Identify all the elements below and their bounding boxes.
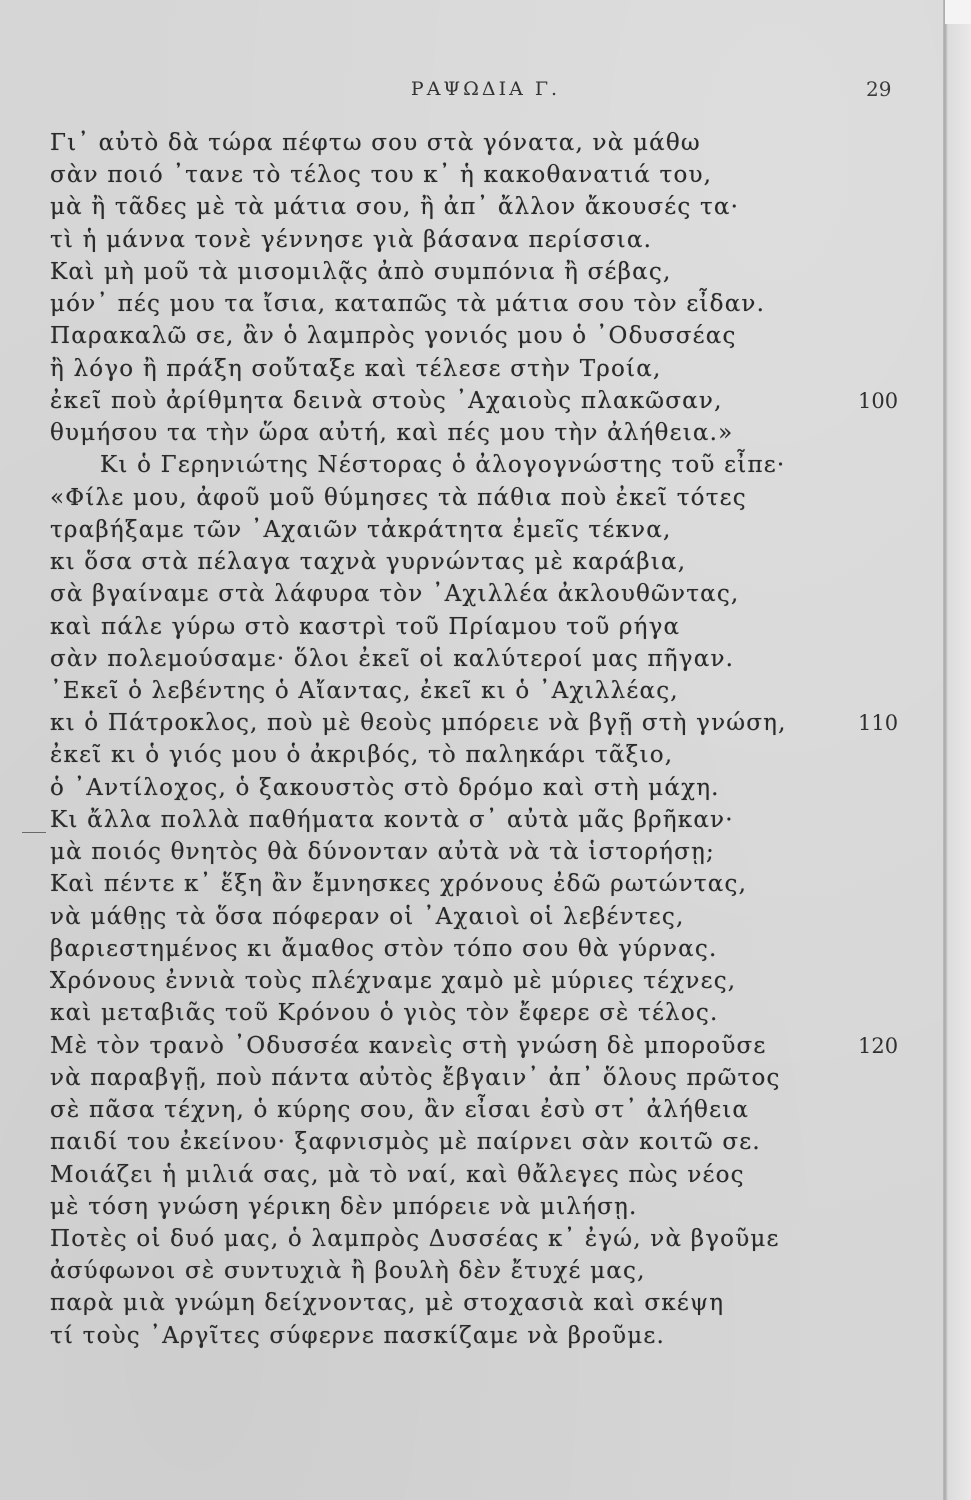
page-edge <box>943 0 971 1500</box>
line-number: 100 <box>858 388 899 413</box>
verse-line <box>0 675 971 707</box>
verse-line-text: Καὶ μὴ μοῦ τὰ μισομιλᾷς ἀπὸ συμπόνια ἢ σέβας, <box>50 258 672 285</box>
verse-line-text: παρὰ μιὰ γνώμη δείχνοντας, μὲ στοχασιὰ καὶ σκέψη <box>50 1290 725 1317</box>
verse-line-text: κι ὅσα στὰ πέλαγα ταχνὰ γυρνώντας μὲ καράβια, <box>50 549 687 576</box>
verse-line <box>0 933 971 965</box>
line-number: 110 <box>858 711 899 736</box>
verse-line-text: Γι᾽ αὐτὸ δὰ τώρα πέφτω σου στὰ γόνατα, νὰ μάθω <box>50 130 701 156</box>
verse-line <box>0 1094 971 1126</box>
verse-line <box>0 1287 971 1319</box>
verse-line-text: θυμήσου τα τὴν ὥρα αὐτή, καὶ πές μου τὴν ἀλήθεια.» <box>50 420 734 447</box>
margin-mark <box>22 832 46 833</box>
verse-line-text: τραβήξαμε τῶν ᾽Αχαιῶν τἀκράτητα ἐμεῖς τέκνα, <box>50 516 672 543</box>
verse-line-text: σὰν πολεμούσαμε· ὅλοι ἐκεῖ οἱ καλύτεροί μας πῆγαν. <box>50 645 735 672</box>
verse-line <box>0 772 971 804</box>
verse-line <box>0 320 971 352</box>
verse-line <box>0 191 971 223</box>
verse-line <box>0 611 971 643</box>
verse-line-text: Κι ὁ Γερηνιώτης Νέστορας ὁ ἀλογογνώστης τοῦ εἶπε· <box>100 452 786 479</box>
verse-line-text: ᾽Εκεῖ ὁ λεβέντης ὁ Αἴαντας, ἐκεῖ κι ὁ ᾽Αχιλλέας, <box>50 677 679 704</box>
verse-line <box>0 804 971 836</box>
verse-line-text: ὁ ᾽Αντίλοχος, ὁ ξακουστὸς στὸ δρόμο καὶ στὴ μάχη. <box>50 774 720 801</box>
verse-line-text: τί τοὺς ᾽Αργῖτες σύφερνε πασκίζαμε νὰ βροῦμε. <box>50 1322 666 1349</box>
verse-line-text: Χρόνους ἐννιὰ τοὺς πλέχναμε χαμὸ μὲ μύριες τέχνες, <box>50 968 737 995</box>
verse-line <box>0 1126 971 1158</box>
verse-line <box>0 1030 971 1062</box>
running-head <box>0 74 971 104</box>
verse-line-text: παιδί του ἐκείνου· ξαφνισμὸς μὲ παίρνει σὰν κοιτῶ σε. <box>50 1129 761 1156</box>
verse-line <box>0 901 971 933</box>
verse-line <box>0 739 971 771</box>
verse-line <box>0 1223 971 1255</box>
verse-line-text: Παρακαλῶ σε, ἂν ὁ λαμπρὸς γονιός μου ὁ ᾽Οδυσσέας <box>50 323 737 350</box>
page-number: 29 <box>866 77 892 101</box>
verse-line <box>0 1062 971 1094</box>
verse-text <box>0 127 971 1352</box>
verse-line <box>0 127 971 159</box>
verse-line-text: Μὲ τὸν τρανὸ ᾽Οδυσσέα κανεὶς στὴ γνώση δὲ μποροῦσε <box>50 1032 767 1059</box>
verse-line-text: καὶ πάλε γύρω στὸ καστρὶ τοῦ Πρίαμου τοῦ ρήγα <box>50 613 681 640</box>
verse-line-text: βαριεστημένος κι ἄμαθος στὸν τόπο σου θὰ γύρνας. <box>50 935 718 962</box>
verse-line <box>0 159 971 191</box>
verse-line-text: νὰ μάθῃς τὰ ὅσα πόφεραν οἱ ᾽Αχαιοὶ οἱ λεβέντες, <box>50 903 685 930</box>
verse-line <box>0 1320 971 1352</box>
verse-line-text: μὲ τόση γνώση γέρικη δὲν μπόρειε νὰ μιλήσῃ. <box>50 1193 638 1220</box>
verse-line-text: Ποτὲς οἱ δυό μας, ὁ λαμπρὸς Δυσσέας κ᾽ ἐγώ, νὰ βγοῦμε <box>50 1225 780 1252</box>
verse-line-text: Καὶ πέντε κ᾽ ἕξη ἂν ἔμνησκες χρόνους ἐδῶ ρωτώντας, <box>50 871 748 898</box>
verse-line-text: καὶ μεταβιᾶς τοῦ Κρόνου ὁ γιὸς τὸν ἔφερε σὲ τέλος. <box>50 1000 719 1027</box>
verse-line <box>0 546 971 578</box>
verse-line <box>0 1255 971 1287</box>
verse-line-text: μὰ ποιός θνητὸς θὰ δύνονταν αὐτὰ νὰ τὰ ἱστορήσῃ; <box>50 839 715 866</box>
verse-line <box>0 868 971 900</box>
verse-line <box>0 224 971 256</box>
verse-line-text: Μοιάζει ἡ μιλιά σας, μὰ τὸ ναί, καὶ θἄλεγες πὼς νέος <box>50 1161 745 1188</box>
verse-line <box>0 482 971 514</box>
verse-line <box>0 417 971 449</box>
verse-line <box>0 514 971 546</box>
verse-line <box>0 707 971 739</box>
verse-line <box>0 836 971 868</box>
verse-line-text: νὰ παραβγῇ, ποὺ πάντα αὐτὸς ἔβγαιν᾽ ἀπ᾽ ὅλους πρῶτος <box>50 1064 781 1091</box>
verse-line <box>0 965 971 997</box>
verse-line-text: σὰ βγαίναμε στὰ λάφυρα τὸν ᾽Αχιλλέα ἀκλουθῶντας, <box>50 581 740 608</box>
verse-line <box>0 578 971 610</box>
verse-line <box>0 1159 971 1191</box>
verse-line-text: κι ὁ Πάτροκλος, ποὺ μὲ θεοὺς μπόρειε νὰ βγῇ στὴ γνώση, <box>50 710 787 737</box>
verse-line-text: ἀσύφωνοι σὲ συντυχιὰ ἢ βουλὴ δὲν ἔτυχέ μας, <box>50 1258 646 1285</box>
verse-line-text: «Φίλε μου, ἀφοῦ μοῦ θύμησες τὰ πάθια ποὺ ἐκεῖ τότες <box>50 484 747 511</box>
verse-line-text: σὲ πᾶσα τέχνη, ὁ κύρης σου, ἂν εἶσαι ἐσὺ στ᾽ ἀλήθεια <box>50 1097 750 1124</box>
verse-line-text: ἐκεῖ κι ὁ γιός μου ὁ ἀκριβός, τὸ παληκάρι τᾶξιο, <box>50 742 674 769</box>
verse-line <box>0 385 971 417</box>
verse-line <box>0 643 971 675</box>
verse-line <box>0 256 971 288</box>
verse-line-text: ἐκεῖ ποὺ ἀρίθμητα δεινὰ στοὺς ᾽Αχαιοὺς πλακῶσαν, <box>50 387 723 414</box>
verse-line-text: μόν᾽ πές μου τα ἴσια, καταπῶς τὰ μάτια σου τὸν εἶδαν. <box>50 291 766 318</box>
verse-line-text: Κι ἄλλα πολλὰ παθήματα κοντὰ σ᾽ αὐτὰ μᾶς βρῆκαν· <box>50 806 734 833</box>
verse-line-text: μὰ ἢ τᾶδες μὲ τὰ μάτια σου, ἢ ἀπ᾽ ἄλλον ἄκουσές τα· <box>50 194 740 221</box>
verse-line <box>0 288 971 320</box>
verse-line <box>0 353 971 385</box>
verse-line <box>0 1191 971 1223</box>
line-number: 120 <box>858 1033 899 1058</box>
verse-line-text: ἢ λόγο ἢ πράξη σοὔταξε καὶ τέλεσε στὴν Τροία, <box>50 355 662 382</box>
verse-line-text: τὶ ἡ μάννα τονὲ γέννησε γιὰ βάσανα περίσσια. <box>50 226 653 253</box>
verse-line-text: σὰν ποιό ᾽τανε τὸ τέλος του κ᾽ ἡ κακοθανατιά του, <box>50 162 713 189</box>
chapter-heading: ΡΑΨΩΔΙΑ Γ. <box>410 78 561 100</box>
verse-line <box>0 997 971 1029</box>
verse-line <box>0 449 971 481</box>
